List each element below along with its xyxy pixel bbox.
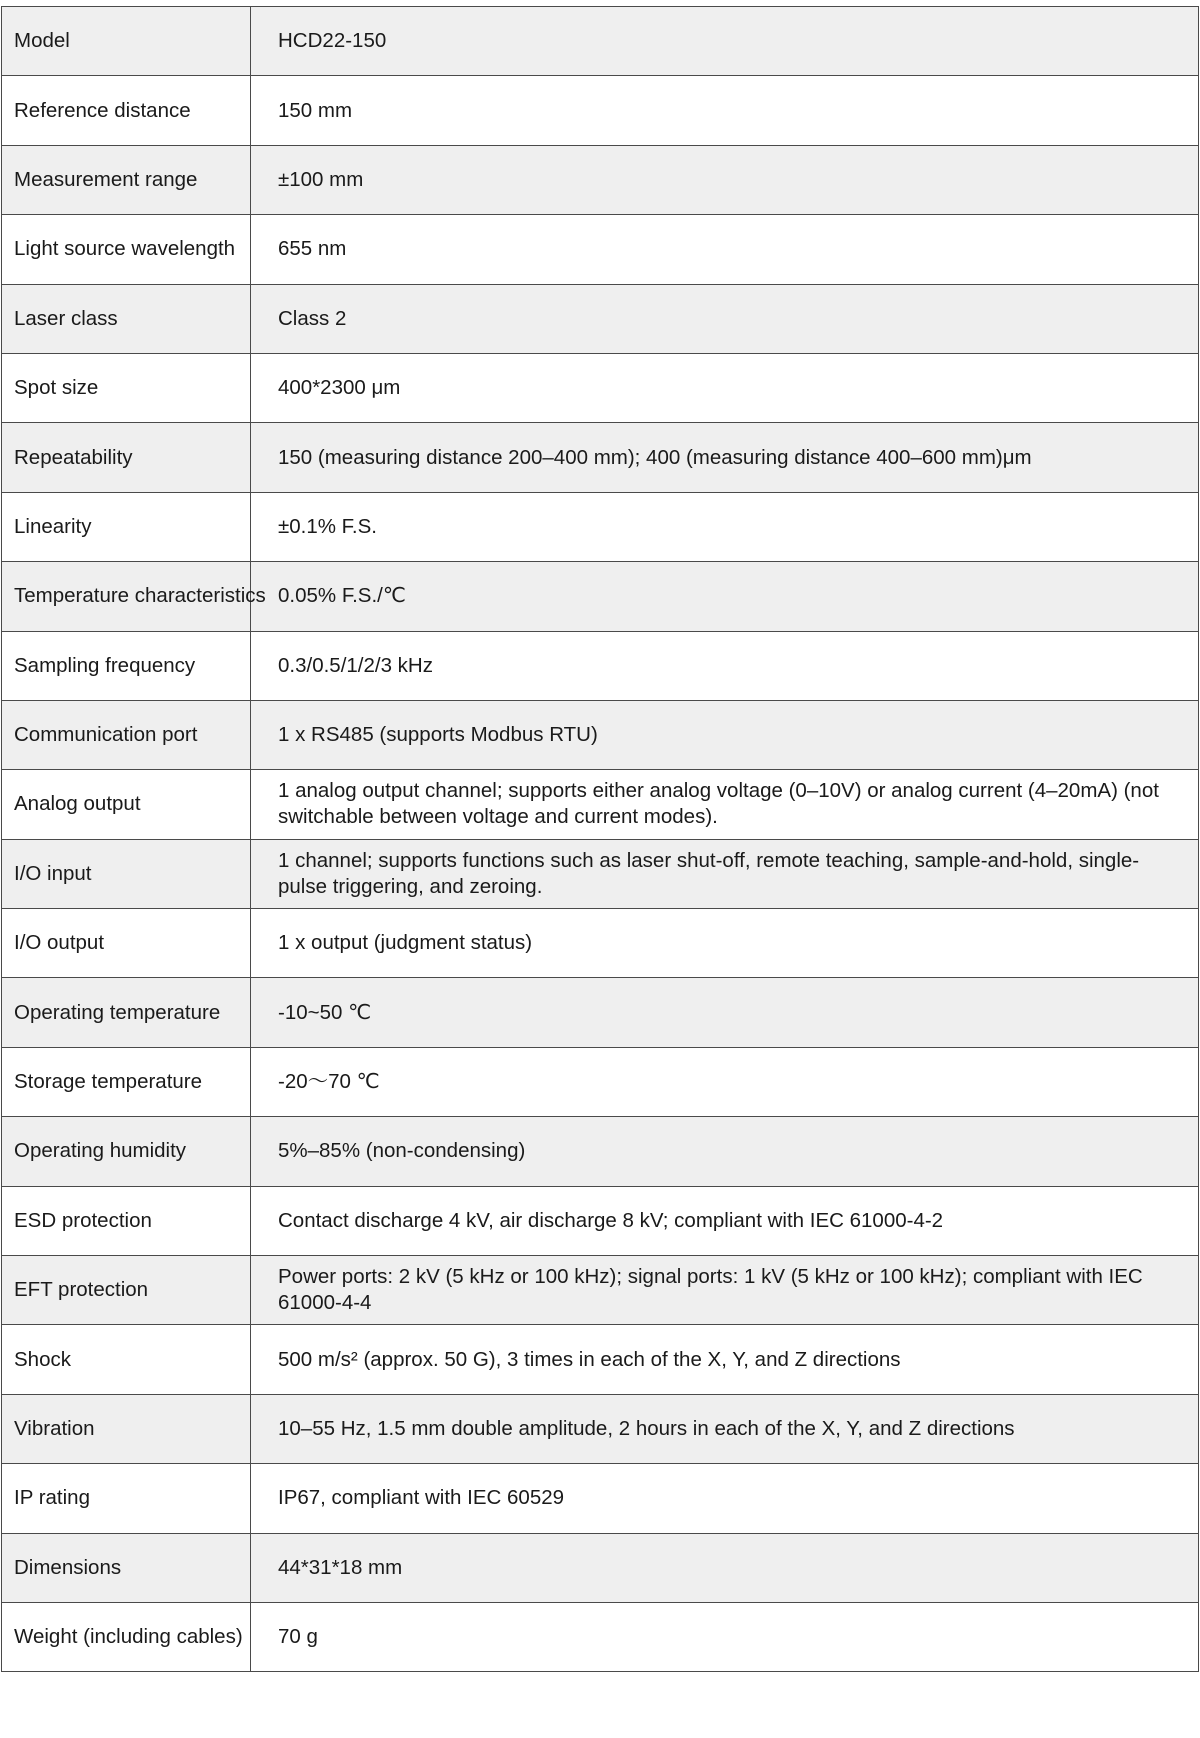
spec-row-shock	[2, 1325, 1199, 1394]
spec-value: 5%–85% (non-condensing)	[251, 1117, 1199, 1186]
spec-value: 0.05% F.S./℃	[251, 562, 1199, 631]
spec-label: Repeatability	[2, 423, 251, 492]
spec-value: 150 (measuring distance 200–400 mm); 400 (measuring distance 400–600 mm)μm	[251, 423, 1199, 492]
spec-row-dimensions	[2, 1533, 1199, 1602]
spec-label: Operating temperature	[2, 978, 251, 1047]
spec-label: Dimensions	[2, 1533, 251, 1602]
spec-value: 150 mm	[251, 76, 1199, 145]
spec-label: Measurement range	[2, 145, 251, 214]
spec-label: Vibration	[2, 1394, 251, 1463]
spec-value: 1 x RS485 (supports Modbus RTU)	[251, 700, 1199, 769]
spec-value: 44*31*18 mm	[251, 1533, 1199, 1602]
spec-label: Reference distance	[2, 76, 251, 145]
spec-row-vibration	[2, 1394, 1199, 1463]
spec-label: Laser class	[2, 284, 251, 353]
spec-row-operating-humidity	[2, 1117, 1199, 1186]
spec-row-analog-output	[2, 770, 1199, 839]
spec-label: Communication port	[2, 700, 251, 769]
spec-value: IP67, compliant with IEC 60529	[251, 1464, 1199, 1533]
spec-label: Sampling frequency	[2, 631, 251, 700]
spec-label: Model	[2, 7, 251, 76]
spec-row-repeatability	[2, 423, 1199, 492]
spec-label: Spot size	[2, 353, 251, 422]
spec-row-linearity	[2, 492, 1199, 561]
spec-row-spot-size	[2, 353, 1199, 422]
spec-value: 655 nm	[251, 215, 1199, 284]
spec-label: ESD protection	[2, 1186, 251, 1255]
spec-value: 1 x output (judgment status)	[251, 909, 1199, 978]
spec-row-laser-class	[2, 284, 1199, 353]
spec-label: Linearity	[2, 492, 251, 561]
spec-value: 10–55 Hz, 1.5 mm double amplitude, 2 hours in each of the X, Y, and Z directions	[251, 1394, 1199, 1463]
spec-value: -20～70 ℃	[251, 1047, 1199, 1116]
spec-label: Operating humidity	[2, 1117, 251, 1186]
spec-row-operating-temperature	[2, 978, 1199, 1047]
spec-label: Temperature characteristics	[2, 562, 251, 631]
spec-row-io-output	[2, 909, 1199, 978]
spec-value: ±100 mm	[251, 145, 1199, 214]
spec-label: I/O output	[2, 909, 251, 978]
spec-row-light-source-wavelength	[2, 215, 1199, 284]
spec-row-temperature-characteristics	[2, 562, 1199, 631]
spec-label: Weight (including cables)	[2, 1602, 251, 1671]
spec-label: Analog output	[2, 770, 251, 839]
spec-value: -10~50 ℃	[251, 978, 1199, 1047]
spec-value: Power ports: 2 kV (5 kHz or 100 kHz); signal ports: 1 kV (5 kHz or 100 kHz); compliant with IEC 61000-4-4	[251, 1256, 1199, 1325]
spec-row-measurement-range	[2, 145, 1199, 214]
spec-value: 1 analog output channel; supports either analog voltage (0–10V) or analog current (4–20mA) (not switchable between voltage and current modes).	[251, 770, 1199, 839]
spec-row-storage-temperature	[2, 1047, 1199, 1116]
spec-row-ip-rating	[2, 1464, 1199, 1533]
spec-label: Storage temperature	[2, 1047, 251, 1116]
spec-value: HCD22-150	[251, 7, 1199, 76]
spec-value: 70 g	[251, 1602, 1199, 1671]
spec-value: ±0.1% F.S.	[251, 492, 1199, 561]
spec-row-io-input	[2, 839, 1199, 908]
spec-value: 1 channel; supports functions such as laser shut-off, remote teaching, sample-and-hold, single-pulse triggering, and zeroing.	[251, 839, 1199, 908]
specification-table	[1, 6, 1199, 1672]
spec-label: IP rating	[2, 1464, 251, 1533]
spec-row-eft-protection	[2, 1256, 1199, 1325]
spec-value: Class 2	[251, 284, 1199, 353]
spec-row-sampling-frequency	[2, 631, 1199, 700]
spec-label: I/O input	[2, 839, 251, 908]
spec-row-model	[2, 7, 1199, 76]
spec-label: Shock	[2, 1325, 251, 1394]
spec-value: Contact discharge 4 kV, air discharge 8 kV; compliant with IEC 61000-4-2	[251, 1186, 1199, 1255]
spec-label: Light source wavelength	[2, 215, 251, 284]
spec-row-communication-port	[2, 700, 1199, 769]
spec-value: 500 m/s² (approx. 50 G), 3 times in each of the X, Y, and Z directions	[251, 1325, 1199, 1394]
spec-label: EFT protection	[2, 1256, 251, 1325]
spec-row-weight	[2, 1602, 1199, 1671]
spec-row-reference-distance	[2, 76, 1199, 145]
spec-row-esd-protection	[2, 1186, 1199, 1255]
spec-value: 400*2300 μm	[251, 353, 1199, 422]
spec-value: 0.3/0.5/1/2/3 kHz	[251, 631, 1199, 700]
